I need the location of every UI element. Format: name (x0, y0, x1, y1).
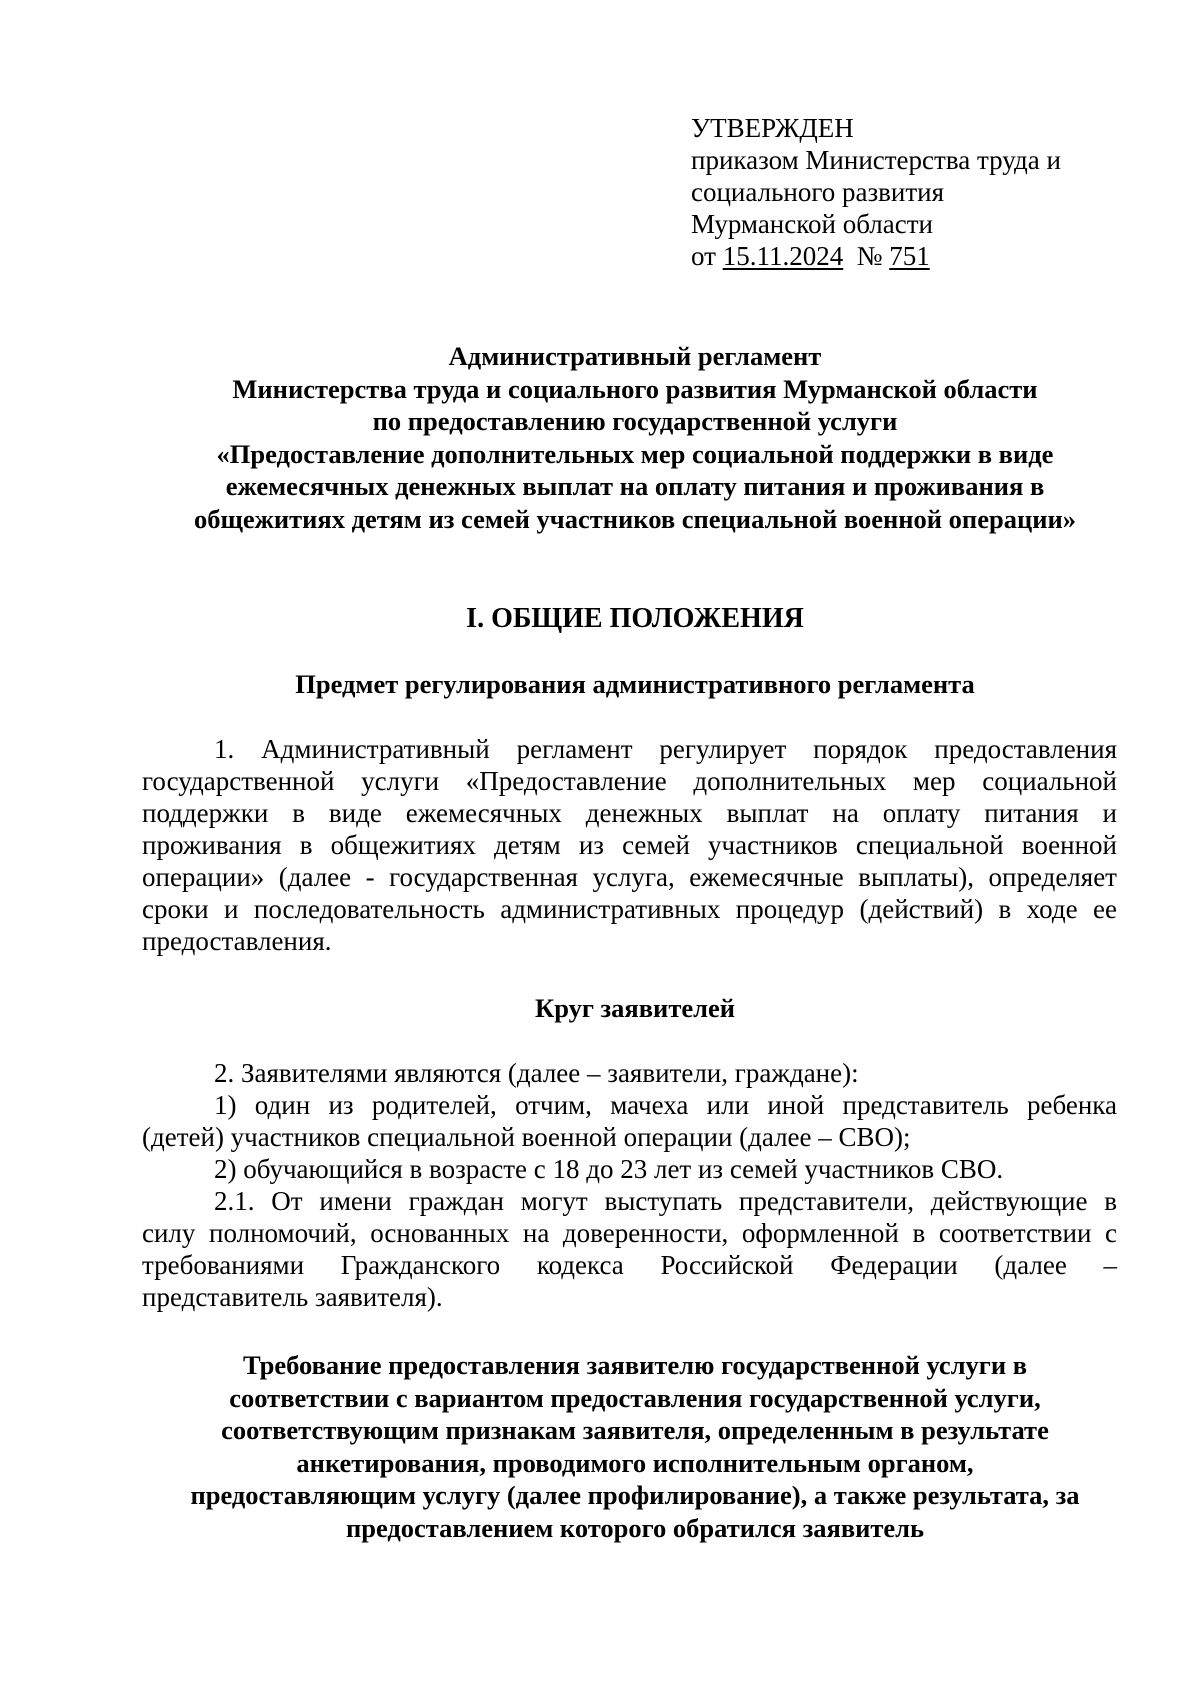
requirement-line: предоставляющим услугу (далее профилирование), а также результата, за (190, 1480, 1080, 1510)
approval-date: 15.11.2024 (722, 241, 844, 271)
paragraph-line: сроки и последовательность административных процедур (действий) в ходе ее (142, 894, 1117, 924)
approval-date-line (691, 240, 1061, 272)
requirement-line: соответствующим признакам заявителя, определенным в результате (221, 1415, 1049, 1445)
paragraph-line: 2.1. От имени граждан могут выступать представители, действующие в (214, 1186, 1117, 1216)
paragraph-line: предоставления. (142, 926, 332, 956)
paragraph-line: государственной услуги «Предоставление дополнительных мер социальной (142, 766, 1117, 796)
paragraph-line: 2) обучающийся в возрасте с 18 до 23 лет из семей участников СВО. (214, 1154, 1004, 1184)
paragraph-line: проживания в общежитиях детям из семей участников специальной военной (142, 830, 1117, 860)
paragraph-line: требованиями Гражданского кодекса Российской Федерации (далее – (142, 1250, 1117, 1280)
subheading-subject: Предмет регулирования административного регламента (295, 669, 975, 699)
requirement-line: соответствии с вариантом предоставления государственной услуги, (229, 1382, 1041, 1413)
requirement-heading (140, 1349, 1130, 1544)
date-prefix: от (691, 241, 723, 271)
paragraph-line: (детей) участников специальной военной операции (далее – СВО); (142, 1122, 911, 1152)
approval-line: приказом Министерства труда и (691, 145, 1061, 175)
number-prefix: № (856, 241, 890, 271)
approval-line: Мурманской области (691, 209, 933, 239)
title-line: по предоставлению государственной услуги (372, 406, 898, 436)
title-line: Министерства труда и социального развития Мурманской области (232, 373, 1038, 404)
paragraph-line: представитель заявителя). (142, 1282, 443, 1312)
title-line: ежемесячных денежных выплат на оплату питания и проживания в (225, 471, 1045, 501)
document-title (140, 340, 1130, 535)
section-heading: I. ОБЩИЕ ПОЛОЖЕНИЯ (466, 603, 804, 634)
paragraph-line: 1. Административный регламент регулирует порядок предоставления (214, 734, 1117, 764)
title-line: «Предоставление дополнительных мер социальной поддержки в виде (216, 438, 1054, 469)
requirement-line: анкетирования, проводимого исполнительным органом, (296, 1447, 974, 1478)
paragraph-line: 2. Заявителями являются (далее – заявители, граждане): (214, 1058, 859, 1088)
approval-stamp (691, 112, 1061, 272)
title-line: Административный регламент (448, 341, 822, 371)
approval-line: социального развития (691, 177, 945, 207)
requirement-line: предоставлением которого обратился заявитель (345, 1512, 925, 1543)
approval-line: УТВЕРЖДЕН (691, 113, 854, 143)
title-line: общежитиях детям из семей участников специальной военной операции» (193, 503, 1077, 534)
requirement-line: Требование предоставления заявителю государственной услуги в (242, 1350, 1028, 1380)
paragraph-line: поддержки в виде ежемесячных денежных выплат на оплату питания и (142, 798, 1117, 828)
paragraph-line: 1) один из родителей, отчим, мачеха или иной представитель ребенка (214, 1090, 1117, 1120)
subheading-applicants: Круг заявителей (534, 993, 735, 1023)
paragraph-1 (142, 733, 1117, 957)
paragraph-line: силу полномочий, основанных на доверенности, оформленной в соответствии с (142, 1218, 1117, 1248)
paragraph-2 (142, 1057, 1117, 1313)
approval-number: 751 (889, 241, 930, 271)
paragraph-line: операции» (далее - государственная услуга, ежемесячные выплаты), определяет (142, 862, 1117, 892)
